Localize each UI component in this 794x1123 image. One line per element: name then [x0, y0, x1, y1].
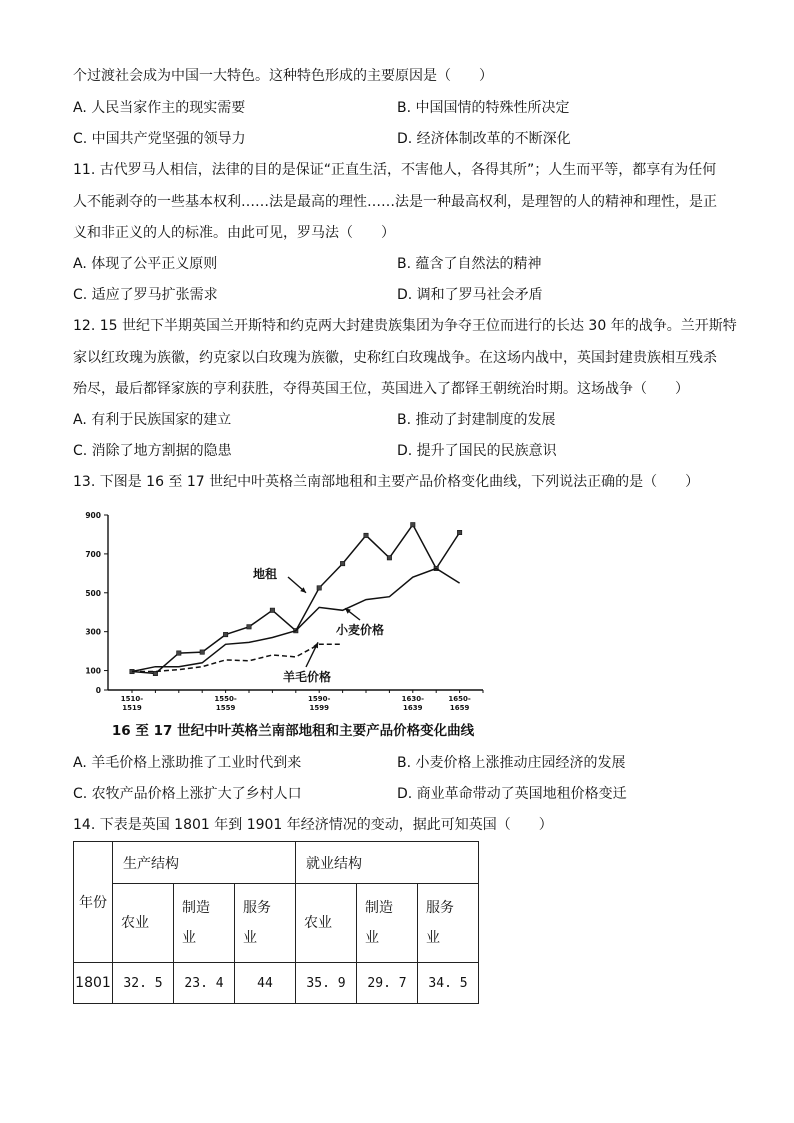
sub-header: [296, 884, 357, 963]
employment-header: 就业结构: [296, 842, 479, 884]
q12-option-a[interactable]: A. 有利于民族国家的建立: [73, 412, 232, 428]
wheat-label: 小麦价格: [336, 623, 385, 637]
wool-label: 羊毛价格: [283, 670, 332, 684]
rent-price-chart: [78, 505, 498, 745]
sub-header-line: 服务: [243, 900, 271, 916]
q11-option-a[interactable]: A. 体现了公平正义原则: [73, 256, 218, 272]
sub-header: [357, 884, 418, 963]
y-tick-label: 500: [85, 588, 101, 598]
rent-point: [457, 530, 461, 534]
value-cell: 44: [235, 963, 296, 1004]
rent-label: 地租: [253, 567, 278, 581]
sub-header-line: 业: [426, 930, 440, 946]
q11-stem-line-3: 义和非正义的人的标准。由此可见，罗马法（ ）: [73, 225, 395, 241]
y-tick-label: 300: [85, 627, 101, 637]
sub-header-line: 制造: [365, 900, 393, 916]
q12-stem-line-3: 殆尽，最后都铎家族的亨利获胜，夺得英国王位，英国进入了都铎王朝统治时期。这场战争（ ）: [73, 381, 689, 397]
chart-title: 16 至 17 世纪中叶英格兰南部地租和主要产品价格变化曲线: [111, 723, 475, 739]
q12-stem-line-2: 家以红玫瑰为族徽，约克家以白玫瑰为族徽，史称红白玫瑰战争。在这场内战中，英国封建贵族相互残杀: [73, 350, 717, 366]
sub-header-line: 农业: [304, 915, 332, 931]
q12-option-b[interactable]: B. 推动了封建制度的发展: [397, 412, 556, 428]
rent-point: [340, 561, 344, 565]
q11-option-d[interactable]: D. 调和了罗马社会矛盾: [397, 287, 543, 303]
y-tick-label: 0: [95, 686, 101, 695]
rent-point: [177, 651, 181, 655]
q10-option-a[interactable]: A. 人民当家作主的现实需要: [73, 100, 246, 116]
sub-header-line: 农业: [121, 915, 149, 931]
value-cell: 23. 4: [174, 963, 235, 1004]
value-cell: 29. 7: [357, 963, 418, 1004]
q13-option-d[interactable]: D. 商业革命带动了英国地租价格变迁: [397, 786, 627, 802]
rent-point: [247, 625, 251, 629]
q13-option-a[interactable]: A. 羊毛价格上涨助推了工业时代到来: [73, 755, 302, 771]
rent-point: [223, 632, 227, 636]
q14-stem: 14. 下表是英国 1801 年到 1901 年经济情况的变动，据此可知英国（ ）: [73, 817, 553, 833]
rent-point: [317, 586, 321, 590]
rent-point: [387, 556, 391, 560]
sub-header: [113, 884, 174, 963]
x-tick-label: 1590-1599: [308, 695, 331, 712]
sub-header-line: 业: [182, 930, 196, 946]
x-tick-label: 1510-1519: [120, 695, 144, 712]
q12-stem-line-1: 12. 15 世纪下半期英国兰开斯特和约克两大封建贵族集团为争夺王位而进行的长达 30 年的战争。兰开斯特: [73, 318, 737, 334]
q13-option-b[interactable]: B. 小麦价格上涨推动庄园经济的发展: [397, 755, 626, 771]
year-header: 年份: [74, 842, 113, 963]
sub-header: [418, 884, 479, 963]
q11-option-b[interactable]: B. 蕴含了自然法的精神: [397, 256, 542, 272]
sub-header-line: 制造: [182, 900, 210, 916]
q10-option-b[interactable]: B. 中国国情的特殊性所决定: [397, 100, 570, 116]
q12-option-c[interactable]: C. 消除了地方割据的隐患: [73, 443, 232, 459]
x-tick-label: 1650-1659: [448, 695, 471, 712]
year-cell: 1801: [74, 963, 113, 1004]
q11-stem-line-2: 人不能剥夺的一些基本权利……法是最高的理性……法是一种最高权利，是理智的人的精神和理性，是正: [73, 194, 717, 210]
value-cell: 32. 5: [113, 963, 174, 1004]
sub-header: [174, 884, 235, 963]
production-header: 生产结构: [113, 842, 296, 884]
rent-point: [364, 533, 368, 537]
sub-header: [235, 884, 296, 963]
q13-option-c[interactable]: C. 农牧产品价格上涨扩大了乡村人口: [73, 786, 302, 802]
q12-option-d[interactable]: D. 提升了国民的民族意识: [397, 443, 557, 459]
rent-point: [411, 523, 415, 527]
q11-stem-line-1: 11. 古代罗马人相信，法律的目的是保证“正直生活，不害他人，各得其所”；人生而平等，都享有为任何: [73, 162, 717, 178]
value-cell: 35. 9: [296, 963, 357, 1004]
x-tick-label: 1630-1639: [401, 695, 424, 712]
y-tick-label: 900: [85, 511, 101, 520]
y-tick-label: 100: [85, 666, 101, 676]
rent-point: [270, 608, 274, 612]
q10-option-c[interactable]: C. 中国共产党坚强的领导力: [73, 131, 246, 147]
x-tick-label: 1550-1559: [214, 695, 237, 712]
rent-point: [200, 650, 204, 654]
q13-stem: 13. 下图是 16 至 17 世纪中叶英格兰南部地租和主要产品价格变化曲线，下列说法正确的是（ ）: [73, 474, 700, 490]
economy-table: [73, 841, 479, 1004]
sub-header-line: 业: [243, 930, 257, 946]
y-tick-label: 700: [85, 549, 101, 559]
q10-option-d[interactable]: D. 经济体制改革的不断深化: [397, 131, 571, 147]
table-row: [74, 963, 479, 1004]
q10-stem: 个过渡社会成为中国一大特色。这种特色形成的主要原因是（ ）: [73, 68, 493, 84]
q11-option-c[interactable]: C. 适应了罗马扩张需求: [73, 287, 218, 303]
sub-header-line: 服务: [426, 900, 454, 916]
sub-header-line: 业: [365, 930, 379, 946]
value-cell: 34. 5: [418, 963, 479, 1004]
